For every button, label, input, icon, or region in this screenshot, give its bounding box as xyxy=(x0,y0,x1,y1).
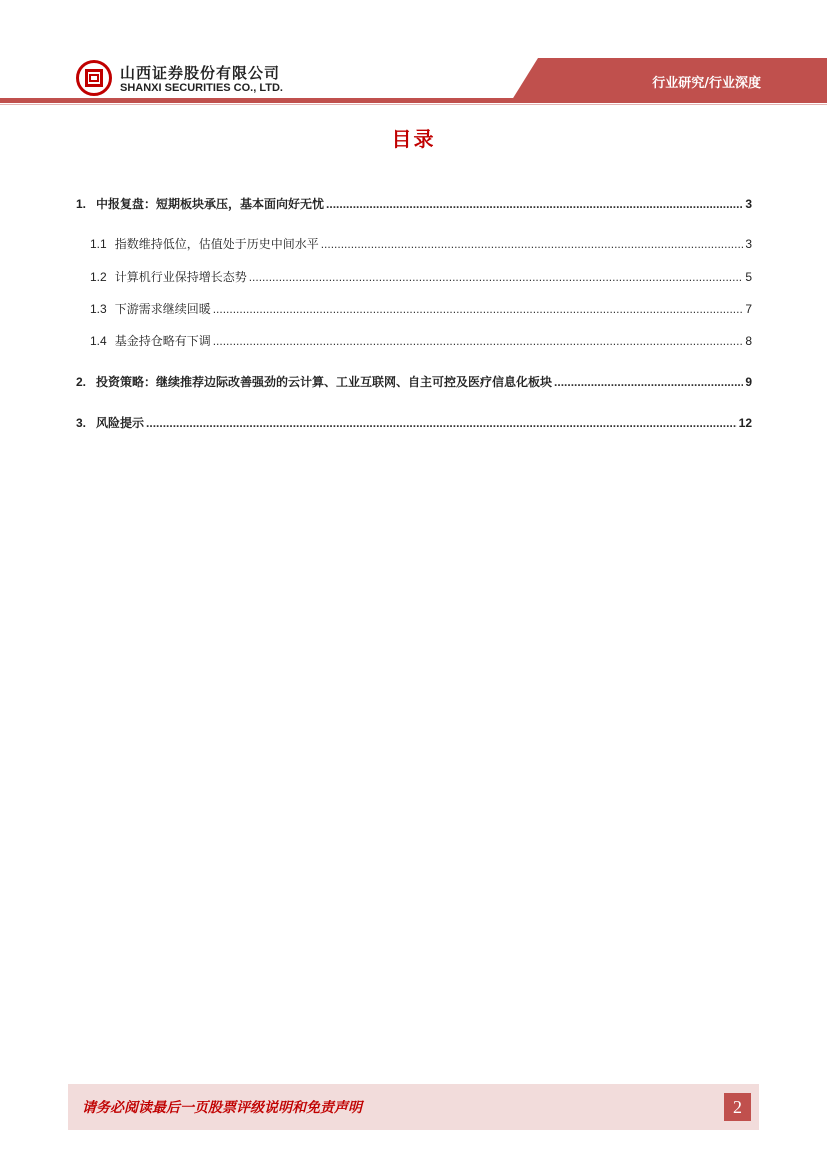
toc-entry[interactable] xyxy=(90,300,752,317)
toc-entry-number: 2. xyxy=(76,375,87,389)
company-name-cn: 山西证券股份有限公司 xyxy=(120,64,281,82)
toc-entry-label: 投资策略：继续推荐边际改善强劲的云计算、工业互联网、自主可控及医疗信息化板块 xyxy=(96,375,553,389)
company-name-en: SHANXI SECURITIES CO., LTD. xyxy=(120,82,283,94)
toc-entry-label: 计算机行业保持增长态势 xyxy=(114,270,247,284)
toc-entry-label: 中报复盘：短期板块承压，基本面向好无忧 xyxy=(96,197,325,211)
toc-leader-dots xyxy=(249,270,744,284)
toc-entry-label: 指数维持低位，估值处于历史中间水平 xyxy=(114,237,319,251)
page-number: 2 xyxy=(724,1093,751,1121)
toc-entry-label: 基金持仓略有下调 xyxy=(114,334,211,348)
toc-entry-page: 7 xyxy=(745,302,752,316)
toc-entry-label: 下游需求继续回暖 xyxy=(114,302,211,316)
toc-leader-dots xyxy=(554,375,743,389)
toc-entry[interactable] xyxy=(90,235,752,252)
toc-entry-label: 风险提示 xyxy=(96,416,145,430)
toc-entry-number: 3. xyxy=(76,416,87,430)
toc-entry[interactable] xyxy=(76,373,752,390)
toc-entry[interactable] xyxy=(90,268,752,285)
toc-entry-number: 1.3 xyxy=(90,302,107,316)
report-category: 行业研究/行业深度 xyxy=(652,76,761,91)
toc-entry-number: 1. xyxy=(76,197,87,211)
toc-entry-page: 12 xyxy=(738,416,752,430)
toc-entry-page: 8 xyxy=(745,334,752,348)
toc-entry-number: 1.4 xyxy=(90,334,107,348)
toc-entry[interactable] xyxy=(76,195,752,212)
toc-leader-dots xyxy=(213,302,744,316)
toc-entry-page: 3 xyxy=(745,237,752,251)
company-logo-icon xyxy=(76,60,112,96)
toc-leader-dots xyxy=(146,416,737,430)
header-divider xyxy=(0,104,827,105)
toc-leader-dots xyxy=(326,197,743,211)
toc-entry-number: 1.2 xyxy=(90,270,107,284)
toc-leader-dots xyxy=(321,237,744,251)
toc-entry[interactable] xyxy=(76,414,752,431)
toc-entry[interactable] xyxy=(90,332,752,349)
disclaimer-notice: 请务必阅读最后一页股票评级说明和免责声明 xyxy=(82,1100,362,1116)
toc-leader-dots xyxy=(213,334,744,348)
toc-title: 目录 xyxy=(391,127,436,151)
toc-entry-page: 5 xyxy=(745,270,752,284)
toc-entry-page: 9 xyxy=(745,375,752,389)
toc-entry-page: 3 xyxy=(745,197,752,211)
toc-entry-number: 1.1 xyxy=(90,237,107,251)
page-header xyxy=(0,0,827,110)
page-footer xyxy=(68,1084,759,1130)
